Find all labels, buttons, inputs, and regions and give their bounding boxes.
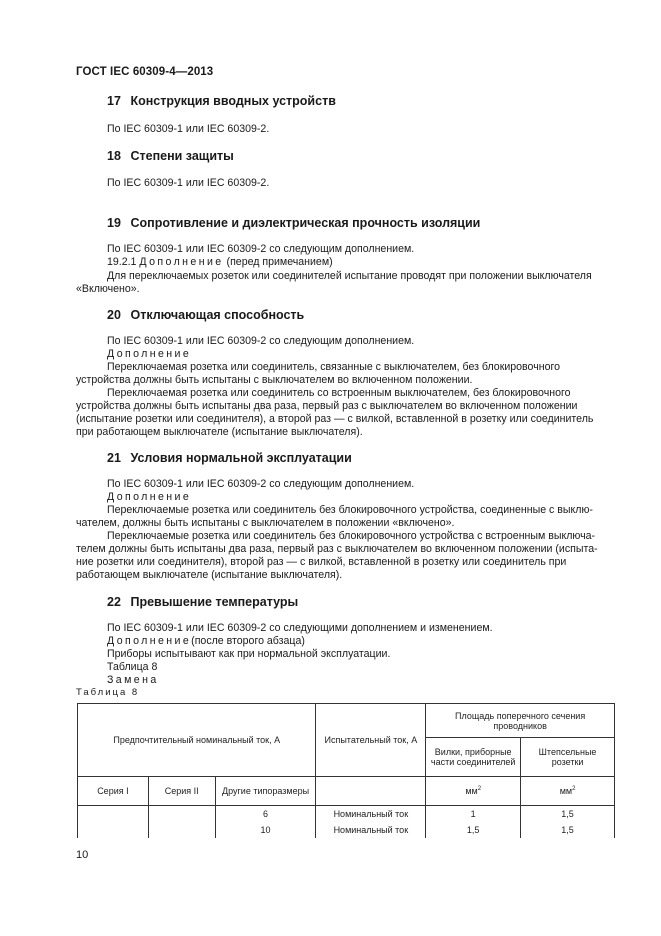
cell-series-1	[78, 806, 149, 823]
paragraph-line: при работающем выключателе (испытание выключателя).	[76, 426, 363, 438]
cell-other: 6	[215, 806, 316, 823]
section-number: 17	[107, 94, 121, 108]
cell-sockets: 1,5	[521, 822, 615, 838]
cell-plugs: 1,5	[426, 822, 521, 838]
section-20-heading	[107, 308, 304, 322]
section-number: 22	[107, 595, 121, 609]
section-22-heading	[107, 595, 298, 609]
paragraph-line: устройства должны быть испытаны два раза, первый раз с выключателем во включенном положении	[76, 400, 578, 412]
header-cross-section: Площадь поперечного сечения проводников	[426, 704, 615, 738]
section-title: Степени защиты	[130, 149, 234, 163]
paragraph-line: Переключаемые розетка или соединитель без блокировочного устройства с встроенным выключа-	[107, 530, 596, 542]
section-number: 21	[107, 451, 121, 465]
cell-test-current: Номинальный ток	[316, 822, 426, 838]
header-test-current: Испытательный ток, А	[316, 704, 426, 777]
table-8	[77, 703, 615, 838]
section-title: Превышение температуры	[130, 595, 299, 609]
table-caption: Таблица 8	[76, 687, 140, 698]
table-row	[78, 822, 615, 838]
addition-label: Дополнение	[107, 635, 192, 647]
section-21-heading	[107, 451, 352, 465]
paragraph-line: Переключаемая розетка или соединитель со встроенным выключателем, без блокировочного	[107, 387, 571, 399]
section-title: Конструкция вводных устройств	[130, 94, 336, 108]
paragraph-line: работающем выключателе (испытание выключателя).	[76, 569, 343, 581]
section-title: Сопротивление и диэлектрическая прочность изоляции	[130, 216, 481, 230]
header-plugs: Вилки, приборные части соединителей	[426, 738, 521, 777]
section-18-heading	[107, 149, 234, 163]
paragraph-line: телем должны быть испытаны два раза, первый раз с выключателем во включенном положении (испыта-	[76, 543, 598, 555]
cell-test-current: Номинальный ток	[316, 806, 426, 823]
section-19-heading	[107, 216, 480, 230]
paragraph-line: устройства должны быть испытаны с выключателем во включенном положении.	[76, 374, 473, 386]
header-other-sizes: Другие типоразмеры	[215, 777, 316, 806]
section-title: Условия нормальной эксплуатации	[130, 451, 352, 465]
cell-series-2	[148, 806, 215, 823]
section-21-intro: По IEC 60309-1 или IEC 60309-2 со следующим дополнением.	[107, 478, 415, 490]
unit-sockets: $мм^2$	[521, 777, 615, 806]
addition-label: Дополнение	[107, 348, 192, 360]
addition-suffix: (после второго абзаца)	[191, 635, 305, 647]
unit-plugs: $мм^2$	[426, 777, 521, 806]
paragraph-line: «Включено».	[76, 283, 140, 295]
section-19-intro: По IEC 60309-1 или IEC 60309-2 со следующим дополнением.	[107, 243, 415, 255]
header-series-2: Серия II	[148, 777, 215, 806]
clause-addition-word: Дополнение	[139, 256, 224, 268]
clause-19-2-1	[107, 256, 333, 270]
cell-sockets: 1,5	[521, 806, 615, 823]
document-header: ГОСТ IEC 60309-4—2013	[76, 66, 214, 78]
paragraph-line: Для переключаемых розеток или соединителей испытание проводят при положении выключателя	[107, 270, 592, 282]
paragraph-line: Переключаемая розетка или соединитель, связанные с выключателем, без блокировочного	[107, 361, 560, 373]
paragraph-line: Переключаемые розетка или соединитель без блокировочного устройства, соединенные с выклю-	[107, 504, 593, 516]
paragraph-line: чателем, должны быть испытаны с выключателем в положении «включено».	[76, 517, 455, 529]
section-20-intro: По IEC 60309-1 или IEC 60309-2 со следующим дополнением.	[107, 335, 415, 347]
header-test-empty	[316, 777, 426, 806]
addition-line	[107, 635, 305, 649]
header-sockets: Штепсельные розетки	[521, 738, 615, 777]
section-17-body: По IEC 60309-1 или IEC 60309-2.	[107, 123, 270, 135]
replacement-label: Замена	[107, 674, 159, 686]
table-reference: Таблица 8	[107, 661, 158, 673]
cell-series-1	[78, 822, 149, 838]
section-number: 19	[107, 216, 121, 230]
section-title: Отключающая способность	[130, 308, 305, 322]
section-22-intro: По IEC 60309-1 или IEC 60309-2 со следующими дополнением и изменением.	[107, 622, 493, 634]
paragraph-line: (испытание розетки или соединителя), а второй раз — с вилкой, вставленной в розетку или соединитель	[76, 413, 594, 425]
addition-label: Дополнение	[107, 491, 192, 503]
clause-suffix: (перед примечанием)	[226, 256, 333, 268]
paragraph-line: ние розетки или соединителя), второй раз — с вилкой, вставленной в розетку или соединитель при	[76, 556, 567, 568]
section-17-heading	[107, 94, 336, 108]
table-row	[78, 806, 615, 823]
cell-plugs: 1	[426, 806, 521, 823]
cell-series-2	[148, 822, 215, 838]
section-number: 18	[107, 149, 121, 163]
section-number: 20	[107, 308, 121, 322]
cell-other: 10	[215, 822, 316, 838]
clause-number: 19.2.1	[107, 256, 137, 268]
paragraph-line: Приборы испытывают как при нормальной эксплуатации.	[107, 648, 391, 660]
section-18-body: По IEC 60309-1 или IEC 60309-2.	[107, 177, 270, 189]
header-series-1: Серия I	[78, 777, 149, 806]
header-nominal-current: Предпочтительный номинальный ток, А	[78, 704, 316, 777]
page-number: 10	[76, 849, 89, 861]
